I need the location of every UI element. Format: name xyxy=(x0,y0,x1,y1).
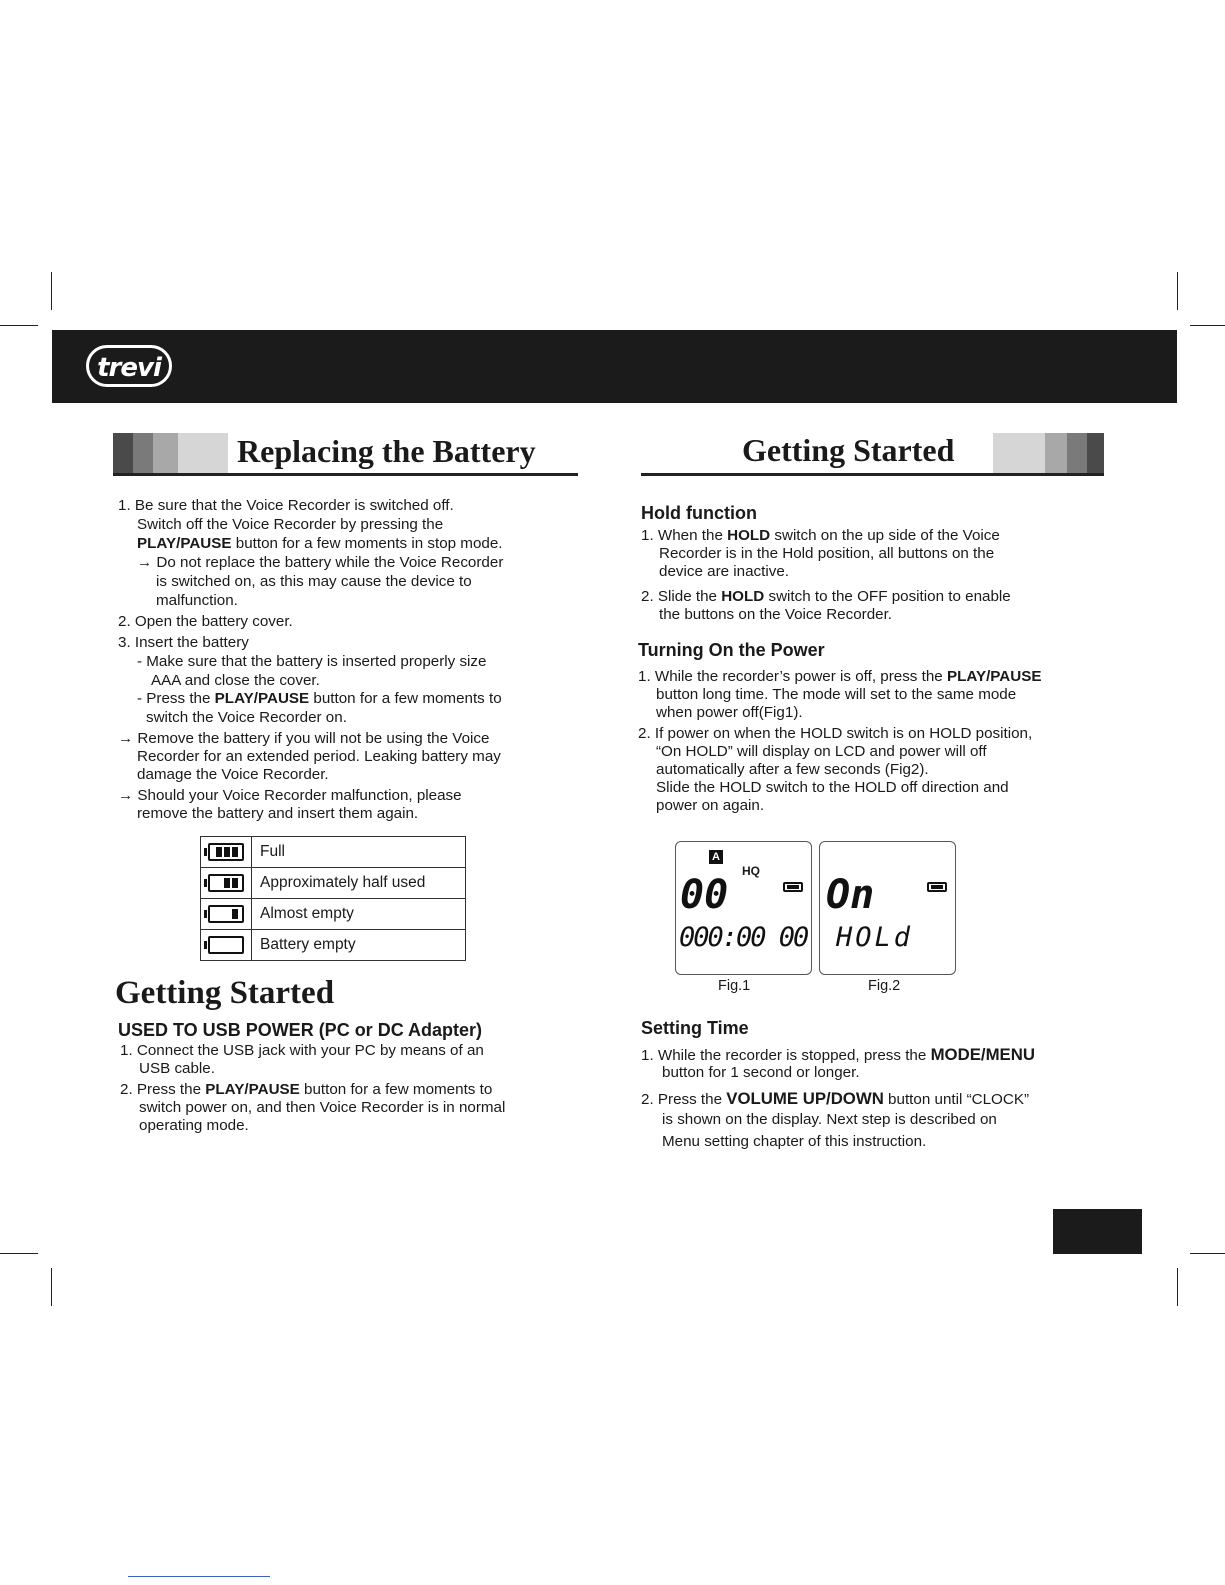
crop-mark xyxy=(1177,272,1178,310)
bold-term: PLAY/PAUSE xyxy=(946,668,1042,685)
bold-term: PLAY/PAUSE xyxy=(214,690,310,707)
text-line xyxy=(656,797,764,816)
text-segment: is switched on, as this may cause the device to xyxy=(156,573,472,590)
text-segment: “On HOLD” will display on LCD and power will off xyxy=(656,743,987,760)
text-line xyxy=(156,592,238,611)
hold-readout: HOLd xyxy=(836,922,914,953)
battery-level-cell xyxy=(201,837,252,868)
text-line xyxy=(662,1133,926,1152)
text-line xyxy=(118,634,249,653)
text-segment: 2. Open the battery cover. xyxy=(118,613,293,630)
text-line xyxy=(118,613,293,632)
power-subtitle: Turning On the Power xyxy=(638,640,825,660)
text-line xyxy=(641,1090,1029,1110)
text-segment: Recorder is in the Hold position, all buttons on the xyxy=(659,545,995,562)
text-segment: device are inactive. xyxy=(659,563,790,580)
fig2-caption: Fig.2 xyxy=(868,978,901,994)
text-line xyxy=(139,1060,215,1079)
text-line xyxy=(137,748,501,767)
header-band xyxy=(52,330,1177,403)
text-line xyxy=(659,606,892,625)
lcd-battery-icon xyxy=(927,882,947,892)
text-line xyxy=(137,690,502,709)
text-line xyxy=(118,497,454,516)
text-line xyxy=(139,1117,249,1136)
text-line xyxy=(151,672,320,691)
text-segment: 1. While the recorder is stopped, press the xyxy=(641,1047,931,1064)
text-line xyxy=(641,527,1000,546)
text-segment: 2. Slide the xyxy=(641,588,722,605)
text-segment: button for a few moments to xyxy=(299,1081,493,1098)
text-segment: Switch off the Voice Recorder by pressing the xyxy=(137,516,444,533)
text-segment: Recorder for an extended period. Leaking battery may xyxy=(137,748,501,765)
text-segment: Menu setting chapter of this instruction. xyxy=(662,1133,927,1150)
table-row xyxy=(201,868,466,899)
text-segment: 1. While the recorder’s power is off, press the xyxy=(638,668,947,685)
text-segment: remove the battery and insert them again. xyxy=(137,805,419,822)
heading-bar xyxy=(153,433,178,473)
text-segment: button for a few moments in stop mode. xyxy=(231,535,503,552)
battery-icon xyxy=(208,905,244,923)
text-segment: USB cable. xyxy=(139,1060,215,1077)
text-segment: - Make sure that the battery is inserted properly size xyxy=(137,653,487,670)
bold-term: HOLD xyxy=(721,588,765,605)
text-segment: Slide the HOLD switch to the HOLD off direction and xyxy=(656,779,1009,796)
page-number-box xyxy=(1053,1209,1142,1254)
text-segment: switch on the up side of the Voice xyxy=(770,527,1000,544)
list-number: 1. xyxy=(118,497,131,514)
text-segment: operating mode. xyxy=(139,1117,249,1134)
heading-bar xyxy=(1087,433,1104,473)
text-line xyxy=(137,653,486,672)
battery-level-label: Approximately half used xyxy=(252,868,466,899)
hold-subtitle: Hold function xyxy=(641,503,757,523)
text-segment: button for 1 second or longer. xyxy=(662,1064,860,1081)
crop-mark xyxy=(1190,325,1225,326)
lcd-battery-icon xyxy=(783,882,803,892)
crop-mark xyxy=(1190,1253,1225,1254)
text-line xyxy=(656,779,1009,798)
track-number: 00 xyxy=(680,872,729,918)
battery-level-cell xyxy=(201,868,252,899)
text-line xyxy=(641,588,1011,607)
text-line xyxy=(137,554,503,573)
battery-level-label: Full xyxy=(252,837,466,868)
heading-bar xyxy=(133,433,153,473)
text-segment: Be sure that the Voice Recorder is switched off. xyxy=(134,497,454,514)
text-segment: the buttons on the Voice Recorder. xyxy=(659,606,893,623)
battery-legend-table xyxy=(200,836,466,961)
text-segment: 2. If power on when the HOLD switch is on HOLD position, xyxy=(638,725,1033,742)
text-segment: 1. When the xyxy=(641,527,728,544)
crop-mark xyxy=(51,1268,52,1306)
table-row xyxy=(201,930,466,961)
time-subtitle: Setting Time xyxy=(641,1018,749,1038)
on-readout: On xyxy=(826,872,875,918)
battery-level-label: Battery empty xyxy=(252,930,466,961)
text-line xyxy=(656,704,803,723)
text-segment: AAA and close the cover. xyxy=(151,672,320,689)
text-segment: 2. Press the xyxy=(120,1081,206,1098)
text-line xyxy=(137,766,329,785)
text-line xyxy=(118,787,462,806)
text-line xyxy=(659,545,994,564)
getting-started-heading: Getting Started xyxy=(115,975,335,1011)
bold-term: PLAY/PAUSE xyxy=(137,535,232,552)
mode-a-badge: A xyxy=(709,850,723,864)
text-segment: automatically after a few seconds (Fig2). xyxy=(656,761,929,778)
text-segment: button long time. The mode will set to the same mode xyxy=(656,686,1017,703)
battery-icon xyxy=(208,874,244,892)
text-line xyxy=(120,1081,492,1100)
bold-term: HOLD xyxy=(727,527,771,544)
trevi-logo: trevi xyxy=(86,345,172,387)
heading-bar xyxy=(1067,433,1087,473)
usb-power-subtitle: USED TO USB POWER (PC or DC Adapter) xyxy=(118,1020,483,1040)
time-readout: 000:00 00 xyxy=(679,922,808,953)
bold-term: PLAY/PAUSE xyxy=(205,1081,300,1098)
crop-mark xyxy=(1177,1268,1178,1306)
text-segment: → Do not replace the battery while the Voice Recorder xyxy=(137,554,504,571)
text-line xyxy=(656,743,987,762)
text-line xyxy=(656,686,1016,705)
right-heading: Getting Started xyxy=(742,432,955,468)
bold-term: MODE/MENU xyxy=(930,1045,1035,1064)
text-line xyxy=(137,516,443,535)
text-line xyxy=(146,709,347,728)
battery-heading: Replacing the Battery xyxy=(237,433,536,469)
text-segment: damage the Voice Recorder. xyxy=(137,766,329,783)
text-line xyxy=(662,1111,997,1130)
text-line xyxy=(118,730,489,749)
text-segment: 3. Insert the battery xyxy=(118,634,249,651)
text-segment: power on again. xyxy=(656,797,765,814)
heading-rule xyxy=(641,473,1104,476)
text-segment: → Should your Voice Recorder malfunction, please xyxy=(118,787,462,804)
battery-icon xyxy=(208,843,244,861)
text-segment: switch to the OFF position to enable xyxy=(764,588,1011,605)
text-line xyxy=(641,1046,1035,1066)
heading-bar xyxy=(993,433,1045,473)
text-segment: malfunction. xyxy=(156,592,238,609)
hq-label: HQ xyxy=(742,864,760,878)
text-line xyxy=(156,573,472,592)
fig1-caption: Fig.1 xyxy=(718,978,751,994)
text-segment: is shown on the display. Next step is described on xyxy=(662,1111,997,1128)
text-line xyxy=(659,563,789,582)
text-line xyxy=(638,725,1032,744)
text-line xyxy=(137,535,503,554)
heading-bar xyxy=(178,433,228,473)
text-segment: switch power on, and then Voice Recorder is in normal xyxy=(139,1099,506,1116)
battery-level-label: Almost empty xyxy=(252,899,466,930)
bold-term: VOLUME UP/DOWN xyxy=(726,1089,884,1108)
text-line xyxy=(120,1042,484,1061)
text-segment: switch the Voice Recorder on. xyxy=(146,709,347,726)
text-segment: - Press the xyxy=(137,690,215,707)
text-line xyxy=(662,1064,860,1083)
crop-mark xyxy=(0,325,38,326)
crop-mark xyxy=(51,272,52,310)
heading-bar xyxy=(1045,433,1067,473)
text-line xyxy=(656,761,929,780)
text-segment: 2. Press the xyxy=(641,1091,727,1108)
battery-level-cell xyxy=(201,930,252,961)
text-segment: when power off(Fig1). xyxy=(656,704,803,721)
text-line xyxy=(137,805,418,824)
text-segment: button for a few moments to xyxy=(309,690,502,707)
text-line xyxy=(139,1099,505,1118)
bottom-link-underline xyxy=(128,1576,270,1577)
table-row xyxy=(201,837,466,868)
text-segment: button until “CLOCK” xyxy=(883,1091,1030,1108)
lcd-figure-2 xyxy=(819,841,956,975)
text-line xyxy=(638,668,1042,687)
heading-bar xyxy=(113,433,133,473)
heading-rule xyxy=(113,473,578,476)
lcd-figure-1 xyxy=(675,841,812,975)
battery-level-cell xyxy=(201,899,252,930)
battery-icon xyxy=(208,936,244,954)
text-segment: 1. Connect the USB jack with your PC by means of an xyxy=(120,1042,484,1059)
crop-mark xyxy=(0,1253,38,1254)
text-segment: → Remove the battery if you will not be using the Voice xyxy=(118,730,490,747)
table-row xyxy=(201,899,466,930)
